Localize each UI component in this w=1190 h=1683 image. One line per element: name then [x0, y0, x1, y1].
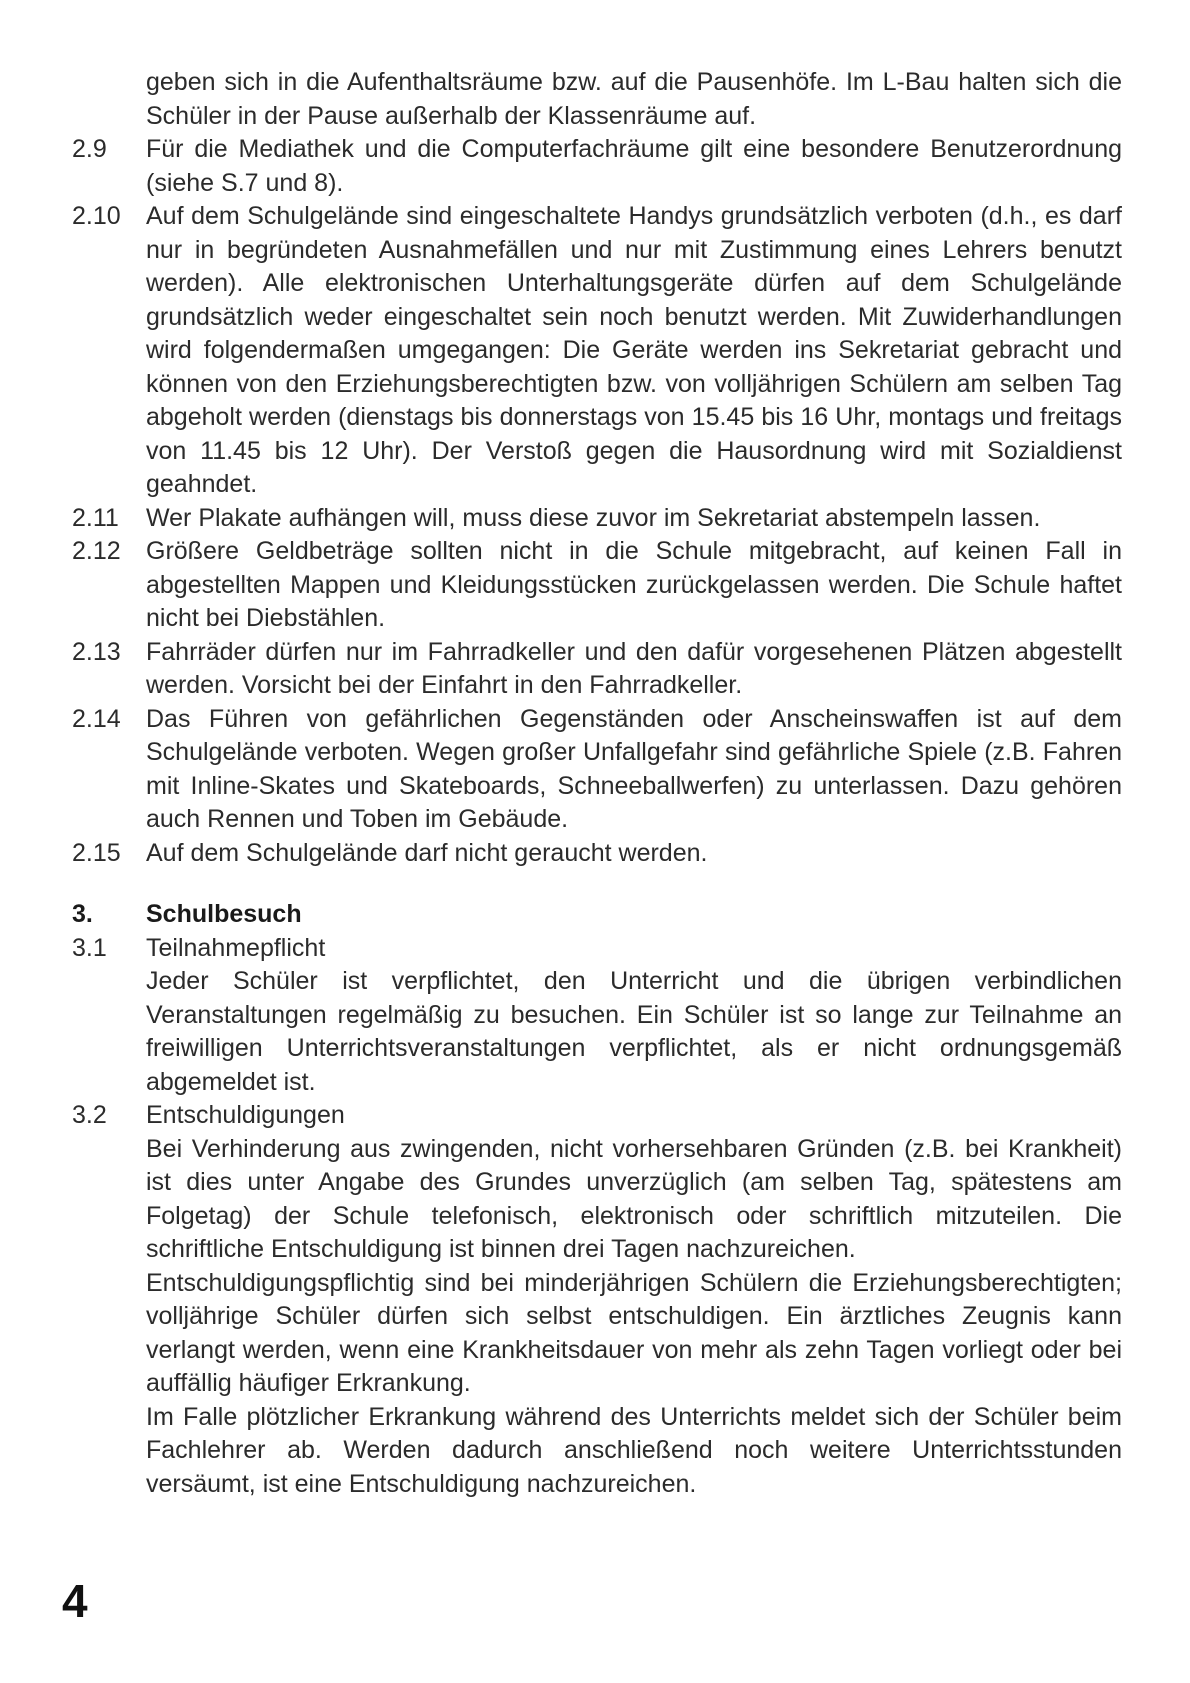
item-text — [146, 636, 1122, 703]
paragraph: Auf dem Schulgelände darf nicht geraucht werden. — [146, 838, 708, 867]
document-body — [72, 66, 1122, 1501]
item-text — [146, 200, 1122, 502]
page-number: 4 — [62, 1575, 88, 1627]
item-number: 2.14 — [72, 704, 121, 733]
paragraph: Größere Geldbeträge sollten nicht in die Schule mitgebracht, auf keinen Fall in abgestellten Mappen und Kleidungsstücken zurückgelassen werden. Die Schule haftet nicht bei Diebstählen. — [146, 537, 1122, 632]
list-item — [72, 502, 1122, 536]
item-number — [72, 66, 146, 133]
list-item — [72, 535, 1122, 636]
item-number: 2.10 — [72, 202, 121, 230]
subsection-number: 3.1 — [72, 933, 107, 962]
item-number: 2.13 — [72, 637, 121, 666]
paragraph: Das Führen von gefährlichen Gegenständen oder Anscheinswaffen ist auf dem Schulgelände verboten. Wegen großer Unfallgefahr sind gefährliche Spiele (z.B. Fahren mit Inline-Skates und Skateboards, Schneeballwerfen) zu unterlassen. Dazu gehören auch Rennen und Toben im Gebäude. — [146, 704, 1122, 833]
subsection — [72, 932, 1122, 1100]
section-heading — [72, 898, 1122, 932]
item-text — [146, 837, 1122, 871]
list-item — [72, 837, 1122, 871]
paragraph: Bei Verhinderung aus zwingenden, nicht vorhersehbaren Gründen (z.B. bei Krankheit) ist dies unter Angabe des Grundes unverzüglich (am selben Tag, spätestens am Folgetag) der Schule telefonisch, elektronisch oder schriftlich mitzuteilen. Die schriftliche Entschuldigung ist binnen drei Tagen nachzureichen. — [146, 1134, 1122, 1263]
subsection-body — [146, 1099, 1122, 1501]
item-number: 2.15 — [72, 838, 121, 867]
subsection-number: 3.2 — [72, 1101, 107, 1129]
paragraph: Auf dem Schulgelände sind eingeschaltete Handys grundsätzlich verboten (d.h., es darf nur in begründeten Ausnahmefällen und nur mit Zustimmung eines Lehrers benutzt werden). Alle elektronischen Unterhaltungsgeräte dürfen auf dem Schulgelände grundsätzlich weder eingeschaltet sein noch benutzt werden. Mit Zuwiderhandlungen wird folgendermaßen umgegangen: Die Geräte werden ins Sekretariat gebracht und können von den Erziehungsberechtigten bzw. von volljährigen Schülern am selben Tag abgeholt werden (dienstags bis donnerstags von 15.45 bis 16 Uhr, montags und freitags von 11.45 bis 12 Uhr). Der Verstoß gegen die Hausordnung wird mit Sozialdienst geahndet. — [146, 202, 1122, 498]
paragraph: Jeder Schüler ist verpflichtet, den Unterricht und die übrigen verbindlichen Veranstaltungen regelmäßig zu besuchen. Ein Schüler ist so lange zur Teilnahme an freiwilligen Unterrichtsveranstaltungen verpflichtet, als er nicht ordnungsgemäß abgemeldet ist. — [146, 967, 1122, 1096]
subsection-title: Teilnahmepflicht — [146, 933, 326, 962]
subsection — [72, 1099, 1122, 1501]
paragraph: geben sich in die Aufenthaltsräume bzw. auf die Pausenhöfe. Im L-Bau halten sich die Schüler in der Pause außerhalb der Klassenräume auf. — [146, 68, 1122, 130]
paragraph: Fahrräder dürfen nur im Fahrradkeller und den dafür vorgesehenen Plätzen abgestellt werden. Vorsicht bei der Einfahrt in den Fahrradkeller. — [146, 637, 1122, 699]
list-item — [72, 133, 1122, 200]
item-text — [146, 66, 1122, 133]
list-item — [72, 200, 1122, 502]
item-number: 2.11 — [72, 503, 119, 532]
item-number: 2.9 — [72, 135, 107, 163]
section-number: 3. — [72, 900, 93, 928]
paragraph: Wer Plakate aufhängen will, muss diese zuvor im Sekretariat abstempeln lassen. — [146, 503, 1041, 532]
list-item — [72, 703, 1122, 837]
section-title: Schulbesuch — [146, 900, 302, 928]
item-text — [146, 703, 1122, 837]
paragraph: Im Falle plötzlicher Erkrankung während des Unterrichts meldet sich der Schüler beim Fachlehrer ab. Werden dadurch anschließend noch weitere Unterrichtsstunden versäumt, ist eine Entschuldigung nachzureichen. — [146, 1402, 1122, 1498]
paragraph: Für die Mediathek und die Computerfachräume gilt eine besondere Benutzerordnung (siehe S.7 und 8). — [146, 135, 1122, 197]
list-item — [72, 636, 1122, 703]
item-text — [146, 535, 1122, 636]
list-item — [72, 66, 1122, 133]
subsection-body — [146, 932, 1122, 1100]
item-text — [146, 133, 1122, 200]
paragraph: Entschuldigungspflichtig sind bei minderjährigen Schülern die Erziehungsberechtigten; volljährige Schüler dürfen sich selbst entschuldigen. Ein ärztliches Zeugnis kann verlangt werden, wenn eine Krankheitsdauer von mehr als zehn Tagen vorliegt oder bei auffällig häufiger Erkrankung. — [146, 1268, 1122, 1397]
subsection-title: Entschuldigungen — [146, 1101, 345, 1129]
item-number: 2.12 — [72, 537, 121, 565]
item-text — [146, 502, 1122, 536]
